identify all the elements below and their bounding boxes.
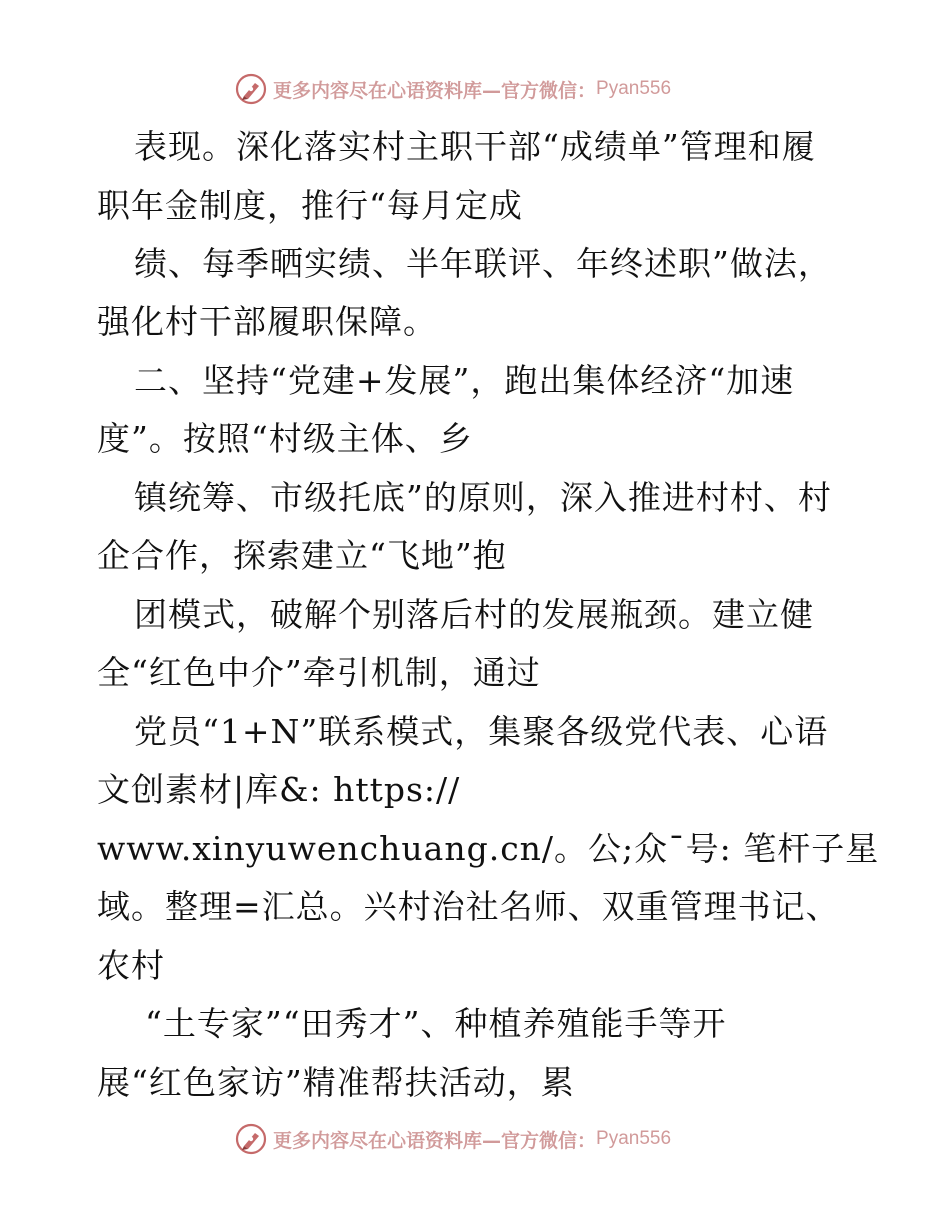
body-line: 绩、每季晒实绩、半年联评、年终述职”做法， (134, 244, 832, 283)
pen-logo-icon (235, 73, 267, 105)
body-line: 全“红色中介”牵引机制，通过 (97, 653, 541, 692)
body-line: 职年金制度，推行“每月定成 (97, 186, 523, 225)
body-line: 农村 (97, 946, 165, 985)
body-line: 企合作，探索建立“飞地”抱 (97, 536, 507, 575)
pen-logo-icon (235, 1123, 267, 1155)
watermark-wechat-handle: Pyan556 (596, 1128, 672, 1149)
body-line: www.xinyuwenchuang.cn/。公;众¯号: 笔杆子星 (97, 829, 880, 868)
body-line: 镇统筹、市级托底”的原则，深入推进村村、村 (134, 478, 832, 517)
body-line: “土专家”“田秀才”、种植养殖能手等开 (145, 1004, 727, 1043)
body-line: 二、坚持“党建+发展”，跑出集体经济“加速 (134, 361, 795, 400)
watermark-wechat-handle: Pyan556 (596, 78, 672, 99)
header-watermark (235, 72, 671, 106)
body-line: 展“红色家访”精准帮扶活动，累 (97, 1063, 575, 1102)
watermark-text: 更多内容尽在心语资料库—官方微信： (273, 79, 597, 102)
body-line: 党员“1+N”联系模式，集聚各级党代表、心语 (134, 712, 829, 751)
body-line: 团模式，破解个别落后村的发展瓶颈。建立健 (134, 595, 814, 634)
body-line: 域。整理=汇总。兴村治社名师、双重管理书记、 (97, 887, 840, 926)
body-line: 文创素材|库&: https:// (97, 770, 461, 809)
body-line: 度”。按照“村级主体、乡 (97, 419, 473, 458)
footer-watermark (235, 1122, 671, 1156)
body-line: 表现。深化落实村主职干部“成绩单”管理和履 (134, 127, 816, 166)
watermark-text: 更多内容尽在心语资料库—官方微信： (273, 1129, 597, 1152)
body-line: 强化村干部履职保障。 (97, 302, 437, 341)
